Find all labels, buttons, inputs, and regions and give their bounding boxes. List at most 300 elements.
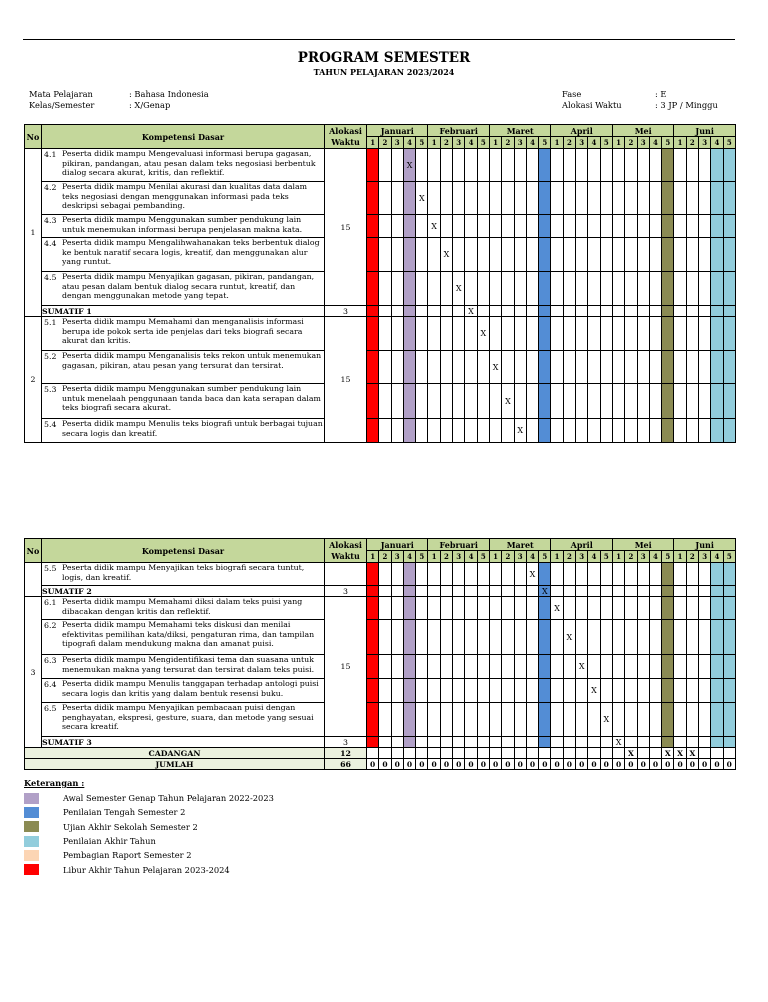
- week-cell: [440, 620, 452, 655]
- cadangan-alokasi: 12: [325, 748, 367, 759]
- week-cell: [477, 182, 489, 215]
- week-cell: [649, 655, 661, 679]
- week-cell: [612, 586, 624, 597]
- legend-text: Penilaian Akhir Tahun: [63, 836, 156, 847]
- header-week-number: 5: [539, 137, 551, 149]
- week-cell: [711, 748, 723, 759]
- week-cell: [649, 620, 661, 655]
- week-total: 0: [477, 759, 489, 770]
- week-cell: [403, 703, 415, 737]
- week-cell: [416, 563, 428, 586]
- week-cell: [514, 149, 526, 182]
- week-cell: [526, 563, 538, 586]
- mark-x: X: [492, 362, 499, 372]
- header-week-number: 5: [477, 137, 489, 149]
- kompetensi-text: Peserta didik mampu Menulis teks biografi untuk berbagai tujuan secara logis dan kreatif.: [62, 419, 323, 438]
- week-cell: [625, 679, 637, 703]
- table-row: [25, 272, 736, 306]
- header-week-number: 5: [477, 551, 489, 563]
- header-week-number: 3: [699, 551, 711, 563]
- header-week-number: 2: [563, 137, 575, 149]
- week-cell: [440, 419, 452, 443]
- week-cell: [514, 351, 526, 384]
- week-cell: [379, 748, 391, 759]
- week-cell: [600, 272, 612, 306]
- week-cell: [453, 149, 465, 182]
- kompetensi-text: Peserta didik mampu Menyajikan teks biografi secara tuntut, logis, dan kreatif.: [62, 563, 305, 582]
- week-cell: [391, 620, 403, 655]
- week-cell: [514, 597, 526, 620]
- week-cell: [563, 419, 575, 443]
- week-cell: [612, 317, 624, 351]
- week-cell: [514, 737, 526, 748]
- week-cell: [416, 384, 428, 419]
- header-kompetensi: Kompetensi Dasar: [42, 125, 325, 149]
- week-cell: [551, 384, 563, 419]
- week-cell: [465, 748, 477, 759]
- mark-x: X: [480, 329, 487, 338]
- week-cell: [514, 563, 526, 586]
- jumlah-label: JUMLAH: [25, 759, 325, 770]
- week-cell: [723, 384, 735, 419]
- week-cell: [674, 149, 686, 182]
- week-cell: [662, 272, 674, 306]
- week-cell: [514, 655, 526, 679]
- week-cell: [514, 317, 526, 351]
- week-cell: [612, 149, 624, 182]
- week-cell: [637, 149, 649, 182]
- week-cell: [576, 597, 588, 620]
- kelas-label: Kelas/Semester: [29, 100, 95, 110]
- week-cell: [588, 419, 600, 443]
- week-cell: [440, 384, 452, 419]
- table-row: [25, 419, 736, 443]
- week-cell: [403, 737, 415, 748]
- week-total: 0: [489, 759, 501, 770]
- week-cell: [649, 306, 661, 317]
- week-cell: [576, 351, 588, 384]
- week-cell: [674, 238, 686, 272]
- week-cell: [551, 655, 563, 679]
- week-cell: [723, 317, 735, 351]
- week-cell: [514, 238, 526, 272]
- week-cell: [440, 703, 452, 737]
- week-cell: [477, 597, 489, 620]
- week-cell: [391, 306, 403, 317]
- week-cell: [551, 620, 563, 655]
- kompetensi-id: 5.1: [44, 318, 57, 327]
- week-cell: [453, 563, 465, 586]
- header-month: Juni: [674, 539, 735, 551]
- table-row: [25, 149, 736, 182]
- week-total: 0: [662, 759, 674, 770]
- kompetensi-cell: [42, 182, 325, 215]
- header-month: Februari: [428, 539, 489, 551]
- week-cell: [514, 679, 526, 703]
- week-cell: [576, 737, 588, 748]
- week-cell: [440, 597, 452, 620]
- week-cell: [502, 272, 514, 306]
- week-total: 0: [440, 759, 452, 770]
- week-cell: [711, 238, 723, 272]
- week-cell: [723, 272, 735, 306]
- week-cell: [674, 384, 686, 419]
- week-cell: [563, 306, 575, 317]
- week-cell: [723, 563, 735, 586]
- week-cell: [588, 563, 600, 586]
- header-week-number: 5: [539, 551, 551, 563]
- week-cell: [391, 238, 403, 272]
- kompetensi-text: Peserta didik mampu Menulis tanggapan terhadap antologi puisi secara logis dan kritis yang dalam bentuk resensi buku.: [62, 679, 319, 698]
- week-cell: [367, 238, 379, 272]
- legend-item: [24, 834, 274, 848]
- week-cell: [440, 737, 452, 748]
- week-cell: [563, 620, 575, 655]
- week-cell: [563, 238, 575, 272]
- week-cell: [403, 655, 415, 679]
- table-row: [25, 215, 736, 238]
- week-cell: [453, 215, 465, 238]
- week-cell: [563, 737, 575, 748]
- week-cell: [588, 737, 600, 748]
- week-cell: [453, 748, 465, 759]
- week-cell: [625, 748, 637, 759]
- week-cell: [367, 384, 379, 419]
- week-cell: [699, 655, 711, 679]
- header-month: Januari: [367, 539, 428, 551]
- week-total: 0: [723, 759, 735, 770]
- week-cell: [662, 238, 674, 272]
- week-cell: [563, 597, 575, 620]
- header-week-number: 1: [367, 137, 379, 149]
- week-cell: [600, 597, 612, 620]
- week-cell: [514, 182, 526, 215]
- week-cell: [699, 238, 711, 272]
- week-cell: [699, 703, 711, 737]
- week-cell: [637, 182, 649, 215]
- week-cell: [453, 419, 465, 443]
- week-cell: [662, 703, 674, 737]
- week-cell: [489, 182, 501, 215]
- week-cell: [416, 597, 428, 620]
- week-cell: [551, 182, 563, 215]
- week-cell: [489, 597, 501, 620]
- week-cell: [526, 703, 538, 737]
- legend-swatch: [24, 807, 39, 818]
- week-cell: [662, 306, 674, 317]
- kompetensi-text: Peserta didik mampu Menilai akurasi dan kualitas data dalam teks negosiasi dengan menggunakan informasi pada teks deskripsi sebagai pembanding.: [62, 182, 308, 210]
- week-cell: [723, 238, 735, 272]
- week-cell: [625, 306, 637, 317]
- week-cell: [576, 215, 588, 238]
- kompetensi-text: Peserta didik mampu Menggunakan sumber pendukung lain untuk menelaah penggunaan tanda baca dan kata serapan dalam teks biografi secara akurat.: [62, 384, 321, 412]
- kompetensi-id: 4.4: [44, 239, 57, 248]
- week-cell: [551, 351, 563, 384]
- legend: [24, 778, 274, 877]
- alokasi-label: Alokasi Waktu: [562, 100, 622, 110]
- week-cell: [379, 182, 391, 215]
- week-cell: [367, 419, 379, 443]
- week-cell: [625, 703, 637, 737]
- sumatif-row: [25, 306, 736, 317]
- week-cell: [379, 703, 391, 737]
- week-cell: [563, 384, 575, 419]
- week-cell: [551, 563, 563, 586]
- week-cell: [379, 586, 391, 597]
- kompetensi-cell: [42, 317, 325, 351]
- table-row: [25, 351, 736, 384]
- header-week-number: 2: [563, 551, 575, 563]
- week-cell: [723, 351, 735, 384]
- sumatif-alokasi: 3: [325, 306, 367, 317]
- week-cell: [625, 238, 637, 272]
- kompetensi-id: 4.5: [44, 273, 57, 282]
- week-cell: [649, 149, 661, 182]
- week-cell: [600, 149, 612, 182]
- week-cell: [489, 586, 501, 597]
- week-cell: [612, 748, 624, 759]
- week-cell: [391, 597, 403, 620]
- week-cell: [576, 655, 588, 679]
- week-cell: [686, 748, 698, 759]
- week-cell: [403, 384, 415, 419]
- mark-x: X: [418, 193, 425, 203]
- week-cell: [440, 317, 452, 351]
- week-cell: [612, 182, 624, 215]
- week-cell: [649, 597, 661, 620]
- week-cell: [379, 655, 391, 679]
- week-cell: [625, 563, 637, 586]
- week-cell: [539, 419, 551, 443]
- kompetensi-cell: [42, 679, 325, 703]
- week-cell: [649, 703, 661, 737]
- header-week-number: 2: [625, 137, 637, 149]
- week-cell: [489, 306, 501, 317]
- header-no: No: [25, 125, 42, 149]
- header-week-number: 3: [637, 137, 649, 149]
- week-cell: [588, 586, 600, 597]
- week-cell: [465, 238, 477, 272]
- week-cell: [637, 306, 649, 317]
- legend-swatch: [24, 793, 39, 804]
- kompetensi-id: 5.3: [44, 385, 57, 394]
- week-cell: [674, 748, 686, 759]
- week-cell: [367, 215, 379, 238]
- week-total: 0: [379, 759, 391, 770]
- week-cell: [465, 351, 477, 384]
- week-cell: [612, 679, 624, 703]
- week-cell: [637, 620, 649, 655]
- week-cell: [440, 748, 452, 759]
- mark-x: X: [677, 748, 683, 758]
- kompetensi-cell: [42, 149, 325, 182]
- week-cell: [453, 655, 465, 679]
- week-cell: [391, 317, 403, 351]
- week-cell: [723, 586, 735, 597]
- week-cell: [367, 149, 379, 182]
- week-cell: [367, 351, 379, 384]
- week-cell: [526, 272, 538, 306]
- week-cell: [588, 655, 600, 679]
- week-cell: [637, 351, 649, 384]
- week-cell: [514, 419, 526, 443]
- week-cell: [526, 149, 538, 182]
- week-total: 0: [428, 759, 440, 770]
- week-cell: [428, 384, 440, 419]
- week-total: 0: [453, 759, 465, 770]
- week-cell: [453, 597, 465, 620]
- header-alokasi: Alokasi Waktu: [325, 125, 367, 149]
- week-cell: [686, 306, 698, 317]
- mark-x: X: [517, 426, 524, 435]
- week-total: 0: [637, 759, 649, 770]
- week-cell: [612, 737, 624, 748]
- week-cell: [576, 272, 588, 306]
- header-month: April: [551, 539, 612, 551]
- kompetensi-id: 6.3: [44, 656, 57, 665]
- mark-x: X: [541, 586, 548, 596]
- week-cell: [576, 182, 588, 215]
- week-cell: [674, 306, 686, 317]
- week-cell: [489, 748, 501, 759]
- week-cell: [477, 215, 489, 238]
- table-row: [25, 620, 736, 655]
- week-cell: [416, 306, 428, 317]
- cadangan-label: CADANGAN: [25, 748, 325, 759]
- week-cell: [403, 238, 415, 272]
- week-cell: [699, 563, 711, 586]
- fase-label: Fase: [562, 89, 582, 99]
- week-cell: [551, 597, 563, 620]
- week-cell: [367, 317, 379, 351]
- header-week-number: 1: [551, 551, 563, 563]
- week-cell: [699, 317, 711, 351]
- week-cell: [588, 149, 600, 182]
- week-cell: [440, 351, 452, 384]
- week-cell: [526, 679, 538, 703]
- header-week-number: 3: [453, 137, 465, 149]
- week-cell: [403, 597, 415, 620]
- week-total: 0: [502, 759, 514, 770]
- week-cell: [637, 317, 649, 351]
- header-week-number: 3: [637, 551, 649, 563]
- week-cell: [428, 317, 440, 351]
- week-cell: [489, 679, 501, 703]
- kompetensi-text: Peserta didik mampu Mengalihwahanakan teks berbentuk dialog ke bentuk naratif secara logis, kreatif, dan menggunakan alur yang runtut.: [62, 238, 320, 266]
- week-cell: [674, 679, 686, 703]
- week-cell: [637, 215, 649, 238]
- legend-swatch: [24, 850, 39, 861]
- week-cell: [379, 597, 391, 620]
- week-cell: [502, 384, 514, 419]
- week-cell: [379, 419, 391, 443]
- header-week-number: 5: [662, 137, 674, 149]
- week-cell: [551, 238, 563, 272]
- week-cell: [465, 182, 477, 215]
- week-cell: [453, 317, 465, 351]
- kompetensi-cell: [42, 384, 325, 419]
- week-cell: [649, 679, 661, 703]
- week-cell: [367, 563, 379, 586]
- week-cell: [699, 586, 711, 597]
- week-total: 0: [563, 759, 575, 770]
- week-cell: [588, 317, 600, 351]
- week-cell: [428, 182, 440, 215]
- week-cell: [489, 238, 501, 272]
- week-cell: [502, 679, 514, 703]
- week-cell: [477, 306, 489, 317]
- week-cell: [440, 679, 452, 703]
- week-cell: [416, 655, 428, 679]
- week-cell: [502, 703, 514, 737]
- week-cell: [625, 182, 637, 215]
- week-cell: [539, 272, 551, 306]
- week-cell: [465, 655, 477, 679]
- week-total: 0: [551, 759, 563, 770]
- week-total: 0: [367, 759, 379, 770]
- week-cell: [625, 586, 637, 597]
- header-week-number: 3: [514, 551, 526, 563]
- week-cell: [637, 238, 649, 272]
- header-week-number: 4: [526, 551, 538, 563]
- table-row: [25, 679, 736, 703]
- week-cell: [526, 317, 538, 351]
- header-week-number: 4: [465, 137, 477, 149]
- legend-item: [24, 820, 274, 834]
- week-cell: [477, 238, 489, 272]
- week-cell: [403, 182, 415, 215]
- header-week-number: 1: [612, 551, 624, 563]
- header-month: Mei: [612, 125, 673, 137]
- week-cell: [526, 238, 538, 272]
- week-cell: [416, 586, 428, 597]
- program-table-2: [24, 538, 736, 770]
- week-cell: [514, 586, 526, 597]
- week-cell: [563, 679, 575, 703]
- week-total: 0: [416, 759, 428, 770]
- week-cell: [711, 586, 723, 597]
- week-cell: [711, 679, 723, 703]
- week-cell: [502, 182, 514, 215]
- week-cell: [637, 563, 649, 586]
- week-cell: [563, 703, 575, 737]
- header-week-number: 1: [674, 137, 686, 149]
- week-cell: [453, 703, 465, 737]
- week-cell: [674, 655, 686, 679]
- header-month: Mei: [612, 539, 673, 551]
- week-cell: [539, 563, 551, 586]
- week-cell: [662, 748, 674, 759]
- mark-x: X: [591, 686, 597, 695]
- week-cell: [453, 737, 465, 748]
- week-cell: [699, 679, 711, 703]
- sumatif-label: SUMATIF 1: [42, 306, 325, 317]
- sumatif-alokasi: 3: [325, 586, 367, 597]
- week-cell: [379, 679, 391, 703]
- week-cell: [649, 317, 661, 351]
- week-cell: [391, 703, 403, 737]
- week-cell: [649, 182, 661, 215]
- week-cell: [539, 149, 551, 182]
- week-cell: [489, 215, 501, 238]
- week-cell: [428, 215, 440, 238]
- week-cell: [625, 737, 637, 748]
- week-cell: [379, 384, 391, 419]
- week-cell: [649, 238, 661, 272]
- header-week-number: 2: [686, 137, 698, 149]
- week-cell: [403, 149, 415, 182]
- kompetensi-cell: [42, 597, 325, 620]
